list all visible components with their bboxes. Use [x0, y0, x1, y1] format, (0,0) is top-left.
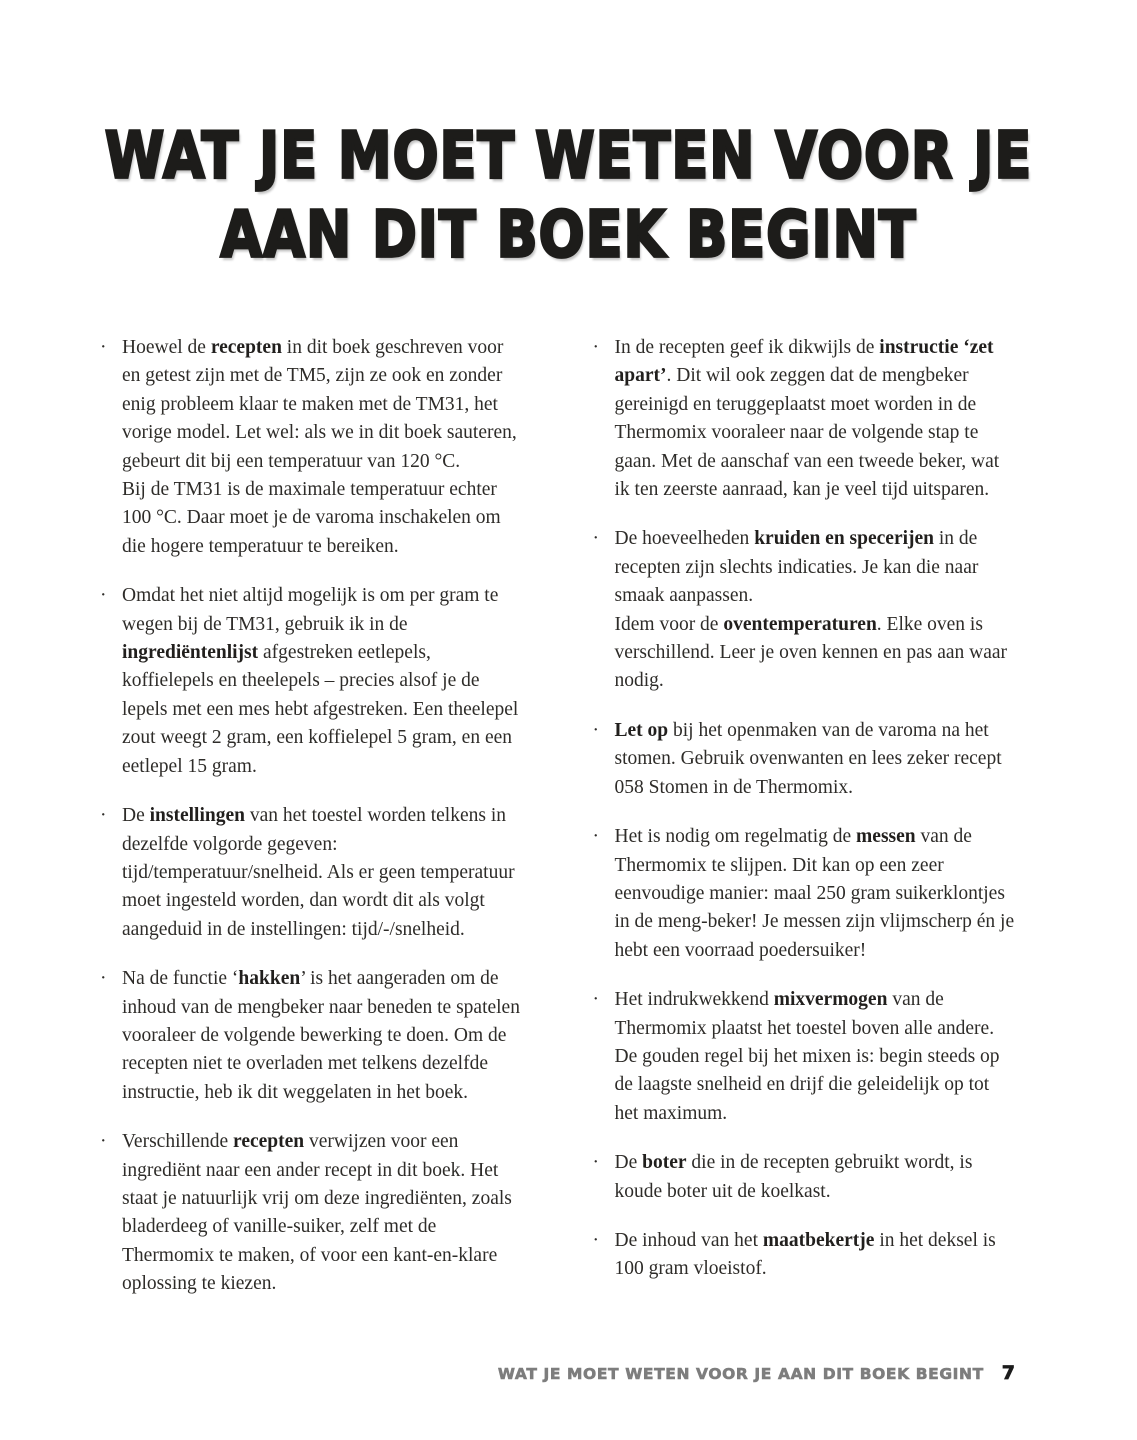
bold-term: instructie ‘zet apart’: [614, 337, 994, 387]
list-item: [593, 717, 1016, 802]
bold-term: Let op: [614, 719, 669, 741]
page-footer: [498, 1362, 1015, 1384]
bullet-icon: ·: [592, 719, 599, 741]
bullet-paragraph: De instellingen van het toestel worden telkens in dezelfde volgorde gegeven: tijd/temperatuur/snelheid. Als er geen temperatuur moet ingesteld worden, dan wordt dit als volgt aangeduid in de instellingen: tijd/-/snelheid.: [122, 805, 515, 940]
list-item: [100, 334, 523, 561]
bullet-paragraph: De hoeveelheden kruiden en specerijen in de recepten zijn slechts indicaties. Je kan die naar smaak aanpassen. Idem voor de oventemperaturen. Elke oven is verschillend. Leer je oven kennen en pas aan waar nodig.: [614, 528, 1008, 692]
bullet-icon: ·: [592, 826, 599, 848]
bold-term: recepten: [233, 1131, 305, 1153]
bullet-paragraph: Let op bij het openmaken van de varoma na het stomen. Gebruik ovenwanten en lees zeker recept 058 Stomen in de Thermomix.: [614, 719, 1002, 798]
list-item: [100, 1128, 523, 1298]
bold-term: maatbekertje: [762, 1229, 875, 1251]
bullet-paragraph: In de recepten geef ik dikwijls de instructie ‘zet apart’. Dit wil ook zeggen dat de mengbeker gereinigd en teruggeplaatst moet worden in de Thermomix vooraleer naar de volgende stap te gaan. Met de aanschaf van een tweede beker, wat ik ten zeerste aanraad, kan je veel tijd uitsparen.: [614, 337, 1000, 501]
bullet-paragraph: Het is nodig om regelmatig de messen van de Thermomix te slijpen. Dit kan op een zeer eenvoudige manier: maal 250 gram suikerklontjes in de meng-beker! Je messen zijn vlijmscherp én je hebt een voorraad poedersuiker!: [614, 826, 1015, 961]
bullet-icon: ·: [100, 1131, 107, 1153]
bold-term: instellingen: [149, 805, 245, 827]
bullet-icon: ·: [592, 989, 599, 1011]
bullet-paragraph: Na de functie ‘hakken’ is het aangeraden om de inhoud van de mengbeker naar beneden te spatelen vooraleer de volgende bewerking te doen. Om de recepten niet te overladen met telkens dezelfde instructie, heb ik dit weggelaten in het boek.: [122, 968, 520, 1103]
bullet-paragraph: Omdat het niet altijd mogelijk is om per gram te wegen bij de TM31, gebruik ik in de ingrediëntenlijst afgestreken eetlepels, koffielepels en theelepels – precies alsof je de lepels met een mes hebt afgestreken. Een theelepel zout weegt 2 gram, een koffielepel 5 gram, en een eetlepel 15 gram.: [122, 585, 519, 777]
list-item: [593, 525, 1016, 695]
bullet-paragraph: Verschillende recepten verwijzen voor een ingrediënt naar een ander recept in dit boek. Het staat je natuurlijk vrij om deze ingrediënten, zoals bladerdeeg of vanille-suiker, zelf met de Thermomix te maken, of voor een kant-en-klare oplossing te kiezen.: [122, 1131, 512, 1295]
bold-term: mixvermogen: [773, 989, 888, 1011]
bold-term: kruiden en specerijen: [754, 528, 935, 550]
bullet-paragraph: Het indrukwekkend mixvermogen van de Thermomix plaatst het toestel boven alle andere. De gouden regel bij het mixen is: begin steeds op de laagste snelheid en drijf die geleidelijk op tot het maximum.: [614, 989, 1000, 1124]
bold-term: boter: [642, 1152, 687, 1174]
bold-term: recepten: [210, 337, 282, 358]
bullet-icon: ·: [592, 1229, 599, 1251]
bullet-icon: ·: [592, 528, 599, 550]
bold-term: oventemperaturen: [723, 613, 877, 635]
left-column: [100, 334, 523, 1320]
bold-term: hakken: [238, 968, 301, 990]
bullet-paragraph: De inhoud van het maatbekertje in het deksel is 100 gram vloeistof.: [614, 1229, 996, 1280]
bullet-icon: ·: [100, 585, 107, 607]
bullet-icon: ·: [100, 805, 107, 827]
bullet-icon: ·: [592, 337, 599, 358]
page-title: [0, 0, 1137, 274]
list-item: [100, 965, 523, 1107]
list-item: [100, 582, 523, 781]
bold-term: ingrediëntenlijst: [122, 642, 259, 664]
list-item: [593, 334, 1016, 504]
text-columns: [0, 334, 1137, 1320]
list-item: [593, 1227, 1016, 1284]
list-item: [593, 823, 1016, 965]
list-item: [593, 1149, 1016, 1206]
list-item: [100, 802, 523, 944]
list-item: [593, 986, 1016, 1128]
footer-running-title: WAT JE MOET WETEN VOOR JE AAN DIT BOEK BEGINT: [497, 1365, 984, 1383]
bullet-icon: ·: [592, 1152, 599, 1174]
bullet-icon: ·: [100, 337, 107, 358]
page-number: 7: [1001, 1362, 1015, 1384]
bullet-paragraph: De boter die in de recepten gebruikt wordt, is koude boter uit de koelkast.: [614, 1152, 973, 1202]
right-column: [593, 334, 1016, 1320]
page-title-line2: AAN DIT BOEK BEGINT: [220, 197, 917, 272]
bullet-icon: ·: [100, 968, 107, 990]
bullet-paragraph: Hoewel de recepten in dit boek geschreven voor en getest zijn met de TM5, zijn ze ook en zonder enig probleem klaar te maken met de TM31, het vorige model. Let wel: als we in dit boek sauteren, gebeurt dit bij een temperatuur van 120 °C. Bij de TM31 is de maximale temperatuur echter 100 °C. Daar moet je de varoma inschakelen om die hogere temperatuur te bereiken.: [122, 337, 517, 557]
bold-term: messen: [856, 826, 916, 848]
page-title-line1: WAT JE MOET WETEN VOOR JE: [104, 118, 1033, 193]
